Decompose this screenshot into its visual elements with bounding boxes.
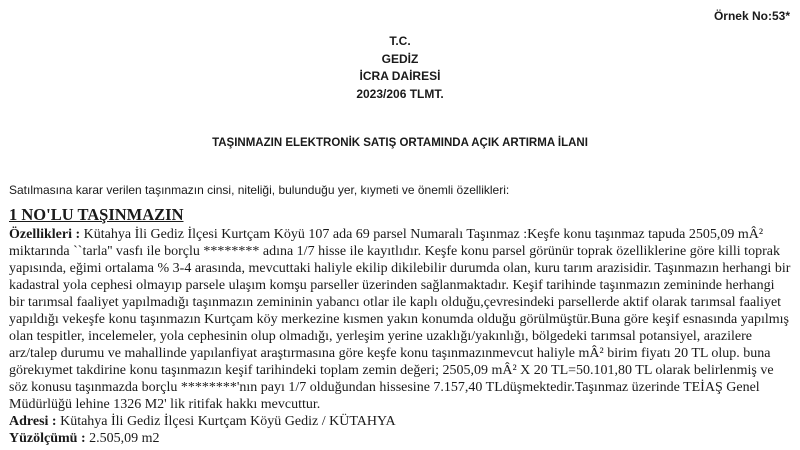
announcement-title: TAŞINMAZIN ELEKTRONİK SATIŞ ORTAMINDA AÇIK ARTIRMA İLANI	[212, 137, 588, 149]
intro-text: Satılmasına karar verilen taşınmazın cinsi, niteliği, bulunduğu yer, kıymeti ve önemli özellikleri:	[9, 183, 510, 197]
features-text: Kütahya İli Gediz İlçesi Kurtçam Köyü 107 ada 69 parsel Numaralı Taşınmaz :Keşfe konu taşınmaz tapuda 2505,09 mÂ² miktarında ``tarla'' vasfı ile borçlu ******** adına 1/7 hisse ile kayıtlıdır. Keşfe konu parsel görünür toprak özelliklerine göre killi toprak yapısında, eğimi ortalama % 3-4 arasında, mevcuttaki haliyle ekilip dikilebilir durumda olan, kuru tarım arazisidir. Taşınmazın herhangi bir kadastral yola cephesi olmayıp parsele ulaşım komşu parseller üzerinden sağlanmaktadır. Keşif tarihinde taşınmazın zemininde herhangi bir tarımsal faaliyet yapılmadığı taşınmazın zemininin yabancı otlar ile kaplı olduğu,çevresindeki parsellerde aktif olarak tarımsal faaliyet yapıldığı vekeşfe konu taşınmazın Kurtçam köy merkezine kısmen yakın konumda olduğu görülmüştür.Buna göre keşif esnasında yapılmış olan tespitler, incelemeler, yola cephesinin olup olmadığı, yerleşim yerine uzaklığı/yakınlığı, bölgedeki tarımsal potansiyel, arazilere arz/talep durumu ve mahallinde yapılanfiyat araştırmasına göre keşfe konu taşınmazınmevcut haliyle mÂ² birim fiyatı 20 TL olup. buna görekıymet takdirine konu taşınmazın keşif tarihindeki toplam zemin değeri; 2505,09 mÂ² X 20 TL=50.101,80 TL olarak belirlenmiş ve söz konusu taşınmazda borçlu ********'nın payı 1/7 olduğundan hissesine 7.157,40 TLdüşmektedir.Taşınmaz üzerinde TEİAŞ Genel Müdürlüğü lehine 1326 M2' lik ritifak hakkı mevcuttur.	[9, 227, 791, 412]
city-header: GEDİZ	[381, 52, 419, 66]
address-paragraph	[9, 413, 792, 430]
features-paragraph	[9, 226, 792, 413]
features-label: Özellikleri :	[9, 227, 81, 242]
office-header: İCRA DAİRESİ	[359, 69, 441, 83]
country-header: T.C.	[389, 34, 411, 48]
address-text: Kütahya İli Gediz İlçesi Kurtçam Köyü Gediz / KÜTAHYA	[56, 414, 396, 429]
file-number: 2023/206 TLMT.	[356, 87, 444, 101]
sample-number: Örnek No:53*	[713, 9, 790, 23]
lot-heading: 1 NO'LU TAŞINMAZIN	[9, 205, 184, 224]
lot-details	[9, 226, 792, 447]
area-label: Yüzölçümü :	[9, 431, 86, 446]
address-label: Adresi :	[9, 414, 57, 429]
area-paragraph	[9, 430, 792, 447]
area-text: 2.505,09 m2	[85, 431, 160, 446]
